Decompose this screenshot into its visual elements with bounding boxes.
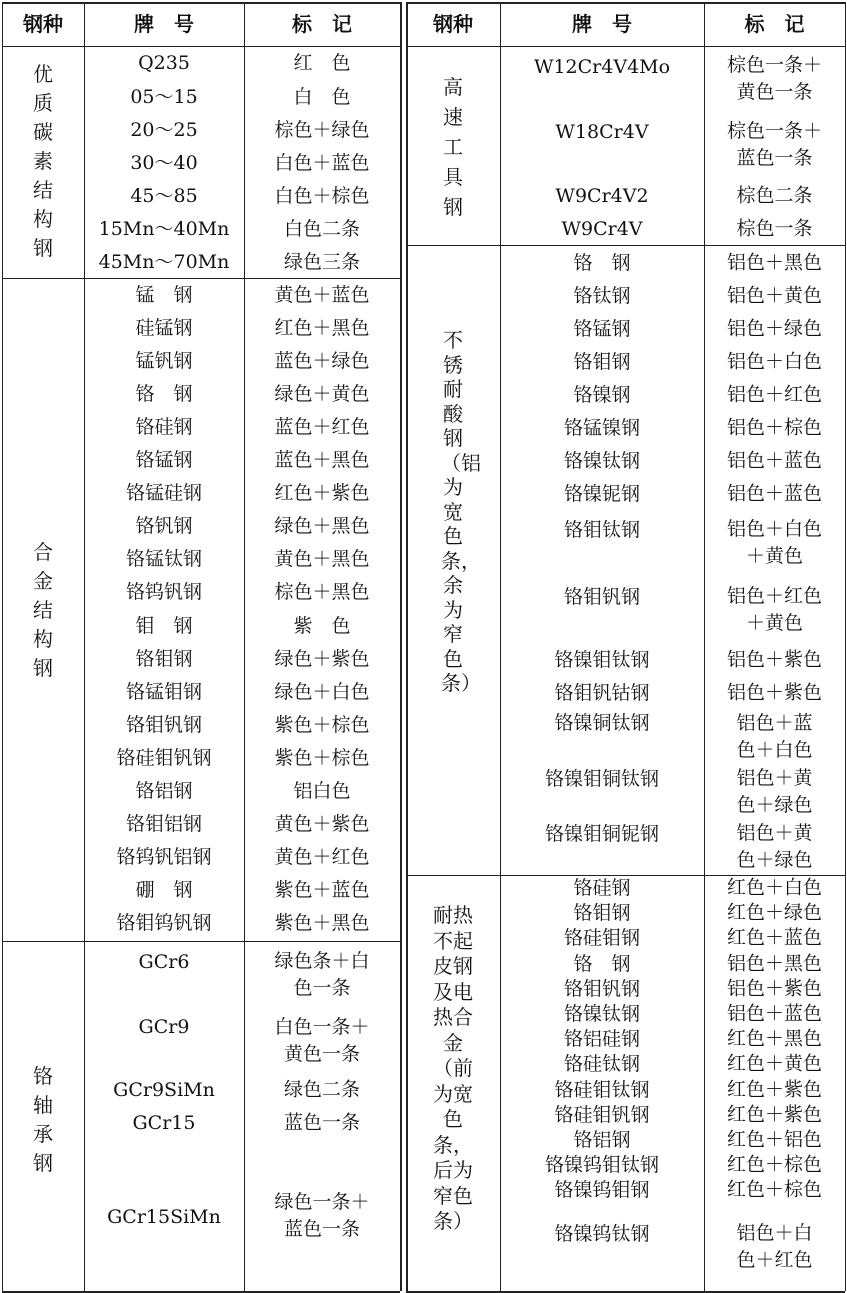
marking-cell: 绿色三条 — [283, 251, 361, 273]
grade-cell: 铬硅钼钛钢 — [554, 1078, 650, 1101]
grade-cell: 45Mn～70Mn — [98, 251, 230, 273]
marking-cell: 铝色＋蓝 色＋白色 — [736, 712, 813, 761]
marking-cell: 黄色＋黑色 — [274, 548, 370, 571]
header-marking: 标 记 — [292, 12, 352, 36]
group-divider — [2, 941, 400, 942]
grade-cell: 铬钼钒钴钢 — [554, 682, 650, 704]
marking-cell: 红色＋黑色 — [726, 1027, 823, 1050]
grade-cell: 15Mn～40Mn — [98, 218, 230, 240]
marking-cell: 铝色＋白色 — [726, 350, 823, 373]
table-top-border — [406, 2, 845, 4]
marking-cell: 绿色＋白色 — [274, 680, 370, 703]
header-steel-type: 钢种 — [23, 12, 63, 36]
group-divider — [2, 278, 400, 279]
grade-cell: 05～15 — [130, 86, 198, 108]
marking-cell: 棕色一条＋ 蓝色一条 — [726, 120, 823, 169]
category-label: 高速工具钢 — [443, 75, 463, 219]
marking-cell: 铝色＋黄 色＋绿色 — [736, 822, 813, 871]
grade-cell: 铬硅钢 — [135, 416, 193, 439]
marking-cell: 绿色条＋白 色一条 — [274, 950, 370, 999]
grade-cell: 硅锰钢 — [135, 317, 193, 340]
marking-cell: 棕色＋黑色 — [274, 581, 370, 604]
marking-cell: 铝色＋绿色 — [726, 317, 823, 340]
marking-cell: 白色＋蓝色 — [274, 152, 370, 174]
grade-cell: 铬镍钼钛钢 — [554, 649, 650, 671]
marking-cell: 绿色＋紫色 — [274, 647, 370, 670]
marking-cell: 紫色＋棕色 — [274, 713, 370, 736]
grade-cell: 铬锰硅钢 — [125, 482, 203, 505]
grade-cell: 铬钨钒钢 — [125, 581, 203, 604]
marking-cell: 红色＋棕色 — [726, 1178, 823, 1201]
grade-cell: 铬镍钛钢 — [563, 450, 641, 472]
grade-cell: W12Cr4V4Mo — [533, 56, 671, 78]
column-divider — [704, 2, 705, 1291]
marking-cell: 红色＋绿色 — [726, 901, 823, 924]
marking-cell: 铝色＋白 色＋红色 — [736, 1222, 813, 1271]
grade-cell: 铬镍钨钼钢 — [554, 1179, 650, 1202]
marking-cell: 棕色一条＋ 黄色一条 — [726, 54, 823, 103]
column-divider — [84, 2, 85, 1291]
category-label: 耐热不起皮钢及电热合金（前为宽色条，后为窄色条） — [433, 903, 473, 1233]
grade-cell: 30～40 — [130, 152, 198, 174]
grade-cell: 铬硅钼钢 — [563, 927, 641, 950]
grade-cell: 铬铝钢 — [135, 779, 193, 802]
grade-cell: 锰钒钢 — [135, 350, 193, 373]
grade-cell: 铬镍钨钛钢 — [554, 1223, 650, 1245]
grade-cell: 铬硅钼钒钢 — [554, 1103, 650, 1126]
marking-cell: 铝色＋蓝色 — [726, 482, 823, 505]
grade-cell: 铬镍钢 — [573, 384, 631, 406]
marking-cell: 红色＋棕色 — [726, 1153, 823, 1176]
grade-cell: 铬镍铌钢 — [563, 483, 641, 505]
grade-cell: W9Cr4V — [561, 218, 643, 240]
marking-cell: 棕色＋绿色 — [274, 119, 370, 141]
grade-cell: 铬钼钨钒钢 — [116, 911, 212, 934]
marking-cell: 铝色＋白色 ＋黄色 — [726, 518, 823, 567]
grade-cell: 45～85 — [130, 185, 198, 207]
marking-cell: 绿色一条＋ 蓝色一条 — [274, 1191, 370, 1240]
grade-cell: GCr15 — [132, 1112, 196, 1134]
grade-cell: 铬钼钒钢 — [125, 713, 203, 736]
header-divider — [2, 46, 400, 47]
marking-cell: 铝色＋紫色 — [726, 681, 823, 704]
grade-cell: 铬硅钼钒钢 — [116, 746, 212, 769]
grade-cell: 铬锰钢 — [573, 318, 631, 340]
column-divider — [406, 2, 408, 1291]
marking-cell: 紫色＋蓝色 — [274, 878, 370, 901]
marking-cell: 红色＋黑色 — [274, 317, 370, 340]
marking-cell: 黄色＋红色 — [274, 845, 370, 868]
marking-cell: 棕色二条 — [736, 184, 813, 207]
marking-cell: 绿色二条 — [283, 1078, 361, 1101]
marking-cell: 铝色＋棕色 — [726, 416, 823, 439]
grade-cell: 铬钼钒钢 — [563, 977, 641, 1000]
marking-cell: 铝色＋紫色 — [726, 977, 823, 1000]
marking-cell: 红色＋紫色 — [274, 482, 370, 505]
header-divider — [406, 46, 845, 47]
marking-cell: 白色二条 — [283, 218, 361, 240]
marking-cell: 铝色＋蓝色 — [726, 1002, 823, 1025]
grade-cell: W9Cr4V2 — [555, 185, 649, 207]
header-marking: 标 记 — [744, 12, 805, 36]
marking-cell: 铝色＋黑色 — [726, 251, 823, 274]
table-left-border — [2, 2, 3, 1291]
category-label: 铬轴承钢 — [33, 1064, 53, 1175]
grade-cell: GCr15SiMn — [107, 1206, 221, 1228]
marking-cell: 白 色 — [293, 86, 351, 108]
grade-cell: 铬硅钢 — [573, 877, 631, 899]
grade-cell: 锰 钢 — [135, 284, 193, 306]
marking-cell: 铝色＋黑色 — [726, 952, 823, 975]
marking-cell: 黄色＋紫色 — [274, 812, 370, 835]
grade-cell: 硼 钢 — [135, 878, 193, 901]
marking-cell: 红色＋紫色 — [726, 1078, 823, 1101]
marking-cell: 铝色＋红色 ＋黄色 — [726, 585, 823, 634]
grade-cell: 铬镍钛钢 — [563, 1003, 641, 1025]
marking-cell: 蓝色＋红色 — [274, 416, 370, 439]
grade-cell: 铬钼钛钢 — [563, 519, 641, 541]
grade-cell: 铬钼钒钢 — [563, 586, 641, 608]
marking-cell: 蓝色＋绿色 — [274, 350, 370, 373]
grade-cell: 铬锰钼钢 — [125, 680, 203, 703]
marking-cell: 棕色一条 — [736, 217, 813, 240]
header-grade: 牌 号 — [134, 12, 194, 36]
grade-cell: 铬铝硅钢 — [563, 1028, 641, 1051]
marking-cell: 铝色＋黄 色＋绿色 — [736, 767, 813, 816]
grade-cell: Q235 — [138, 52, 190, 74]
marking-cell: 红 色 — [293, 52, 351, 74]
marking-cell: 铝色＋红色 — [726, 383, 823, 406]
grade-cell: 铬镍钨钼钛钢 — [544, 1154, 660, 1177]
marking-cell: 红色＋紫色 — [726, 1103, 823, 1126]
header-steel-type: 钢种 — [433, 12, 473, 36]
marking-cell: 红色＋铝色 — [726, 1128, 823, 1151]
grade-cell: 铬钨钒铝钢 — [116, 845, 212, 868]
marking-cell: 铝色＋紫色 — [726, 648, 823, 671]
marking-cell: 黄色＋蓝色 — [274, 284, 370, 306]
grade-cell: 20～25 — [130, 119, 198, 141]
column-divider — [400, 2, 402, 1291]
grade-cell: 铬钛钢 — [573, 285, 631, 307]
column-divider — [500, 2, 501, 1291]
grade-cell: 铬钼钢 — [135, 647, 193, 670]
grade-cell: 铬钒钢 — [135, 515, 193, 538]
grade-cell: GCr9 — [138, 1016, 190, 1038]
grade-cell: GCr9SiMn — [113, 1079, 215, 1101]
grade-cell: 铬 钢 — [573, 252, 631, 274]
grade-cell: 铬锰钢 — [135, 449, 193, 472]
grade-cell: 铬 钢 — [135, 383, 193, 406]
marking-cell: 绿色＋黄色 — [274, 383, 370, 406]
category-label: 不锈耐酸钢（铝为宽色条，余为窄色条） — [441, 328, 481, 695]
grade-cell: 铬锰钛钢 — [125, 548, 203, 571]
marking-cell: 白色一条＋ 黄色一条 — [274, 1016, 370, 1065]
table-right-border — [845, 2, 846, 1291]
group-divider — [406, 245, 845, 246]
grade-cell: W18Cr4V — [555, 121, 649, 143]
marking-cell: 红色＋蓝色 — [726, 926, 823, 949]
marking-cell: 绿色＋黑色 — [274, 515, 370, 538]
table-top-border — [2, 2, 400, 4]
grade-cell: 铬镍铜钛钢 — [554, 712, 650, 734]
grade-cell: 铬硅钛钢 — [563, 1053, 641, 1076]
grade-cell: GCr6 — [138, 951, 190, 973]
marking-cell: 紫 色 — [293, 614, 351, 637]
grade-cell: 铬 钢 — [573, 952, 631, 975]
grade-cell: 铬镍钼铜钛钢 — [544, 768, 660, 790]
grade-cell: 铬钼钢 — [573, 902, 631, 925]
marking-cell: 铝色＋黄色 — [726, 284, 823, 307]
grade-cell: 铬钼钢 — [573, 351, 631, 373]
grade-cell: 钼 钢 — [135, 614, 193, 637]
marking-cell: 蓝色＋黑色 — [274, 449, 370, 472]
marking-cell: 红色＋黄色 — [726, 1052, 823, 1075]
category-label: 合金结构钢 — [33, 540, 53, 680]
marking-cell: 白色＋棕色 — [274, 185, 370, 207]
marking-cell: 铝色＋蓝色 — [726, 449, 823, 472]
grade-cell: 铬镍钼铜铌钢 — [544, 823, 660, 845]
grade-cell: 铬钼铝钢 — [125, 812, 203, 835]
marking-cell: 紫色＋棕色 — [274, 746, 370, 769]
marking-cell: 铝白色 — [293, 779, 351, 802]
marking-cell: 紫色＋黑色 — [274, 911, 370, 934]
category-label: 优质碳素结构钢 — [33, 62, 53, 260]
column-divider — [244, 2, 245, 1291]
grade-cell: 铬锰镍钢 — [563, 417, 641, 439]
grade-cell: 铬铝钢 — [573, 1129, 631, 1151]
marking-cell: 红色＋白色 — [726, 876, 823, 899]
header-grade: 牌 号 — [572, 12, 632, 36]
marking-cell: 蓝色一条 — [283, 1111, 361, 1134]
